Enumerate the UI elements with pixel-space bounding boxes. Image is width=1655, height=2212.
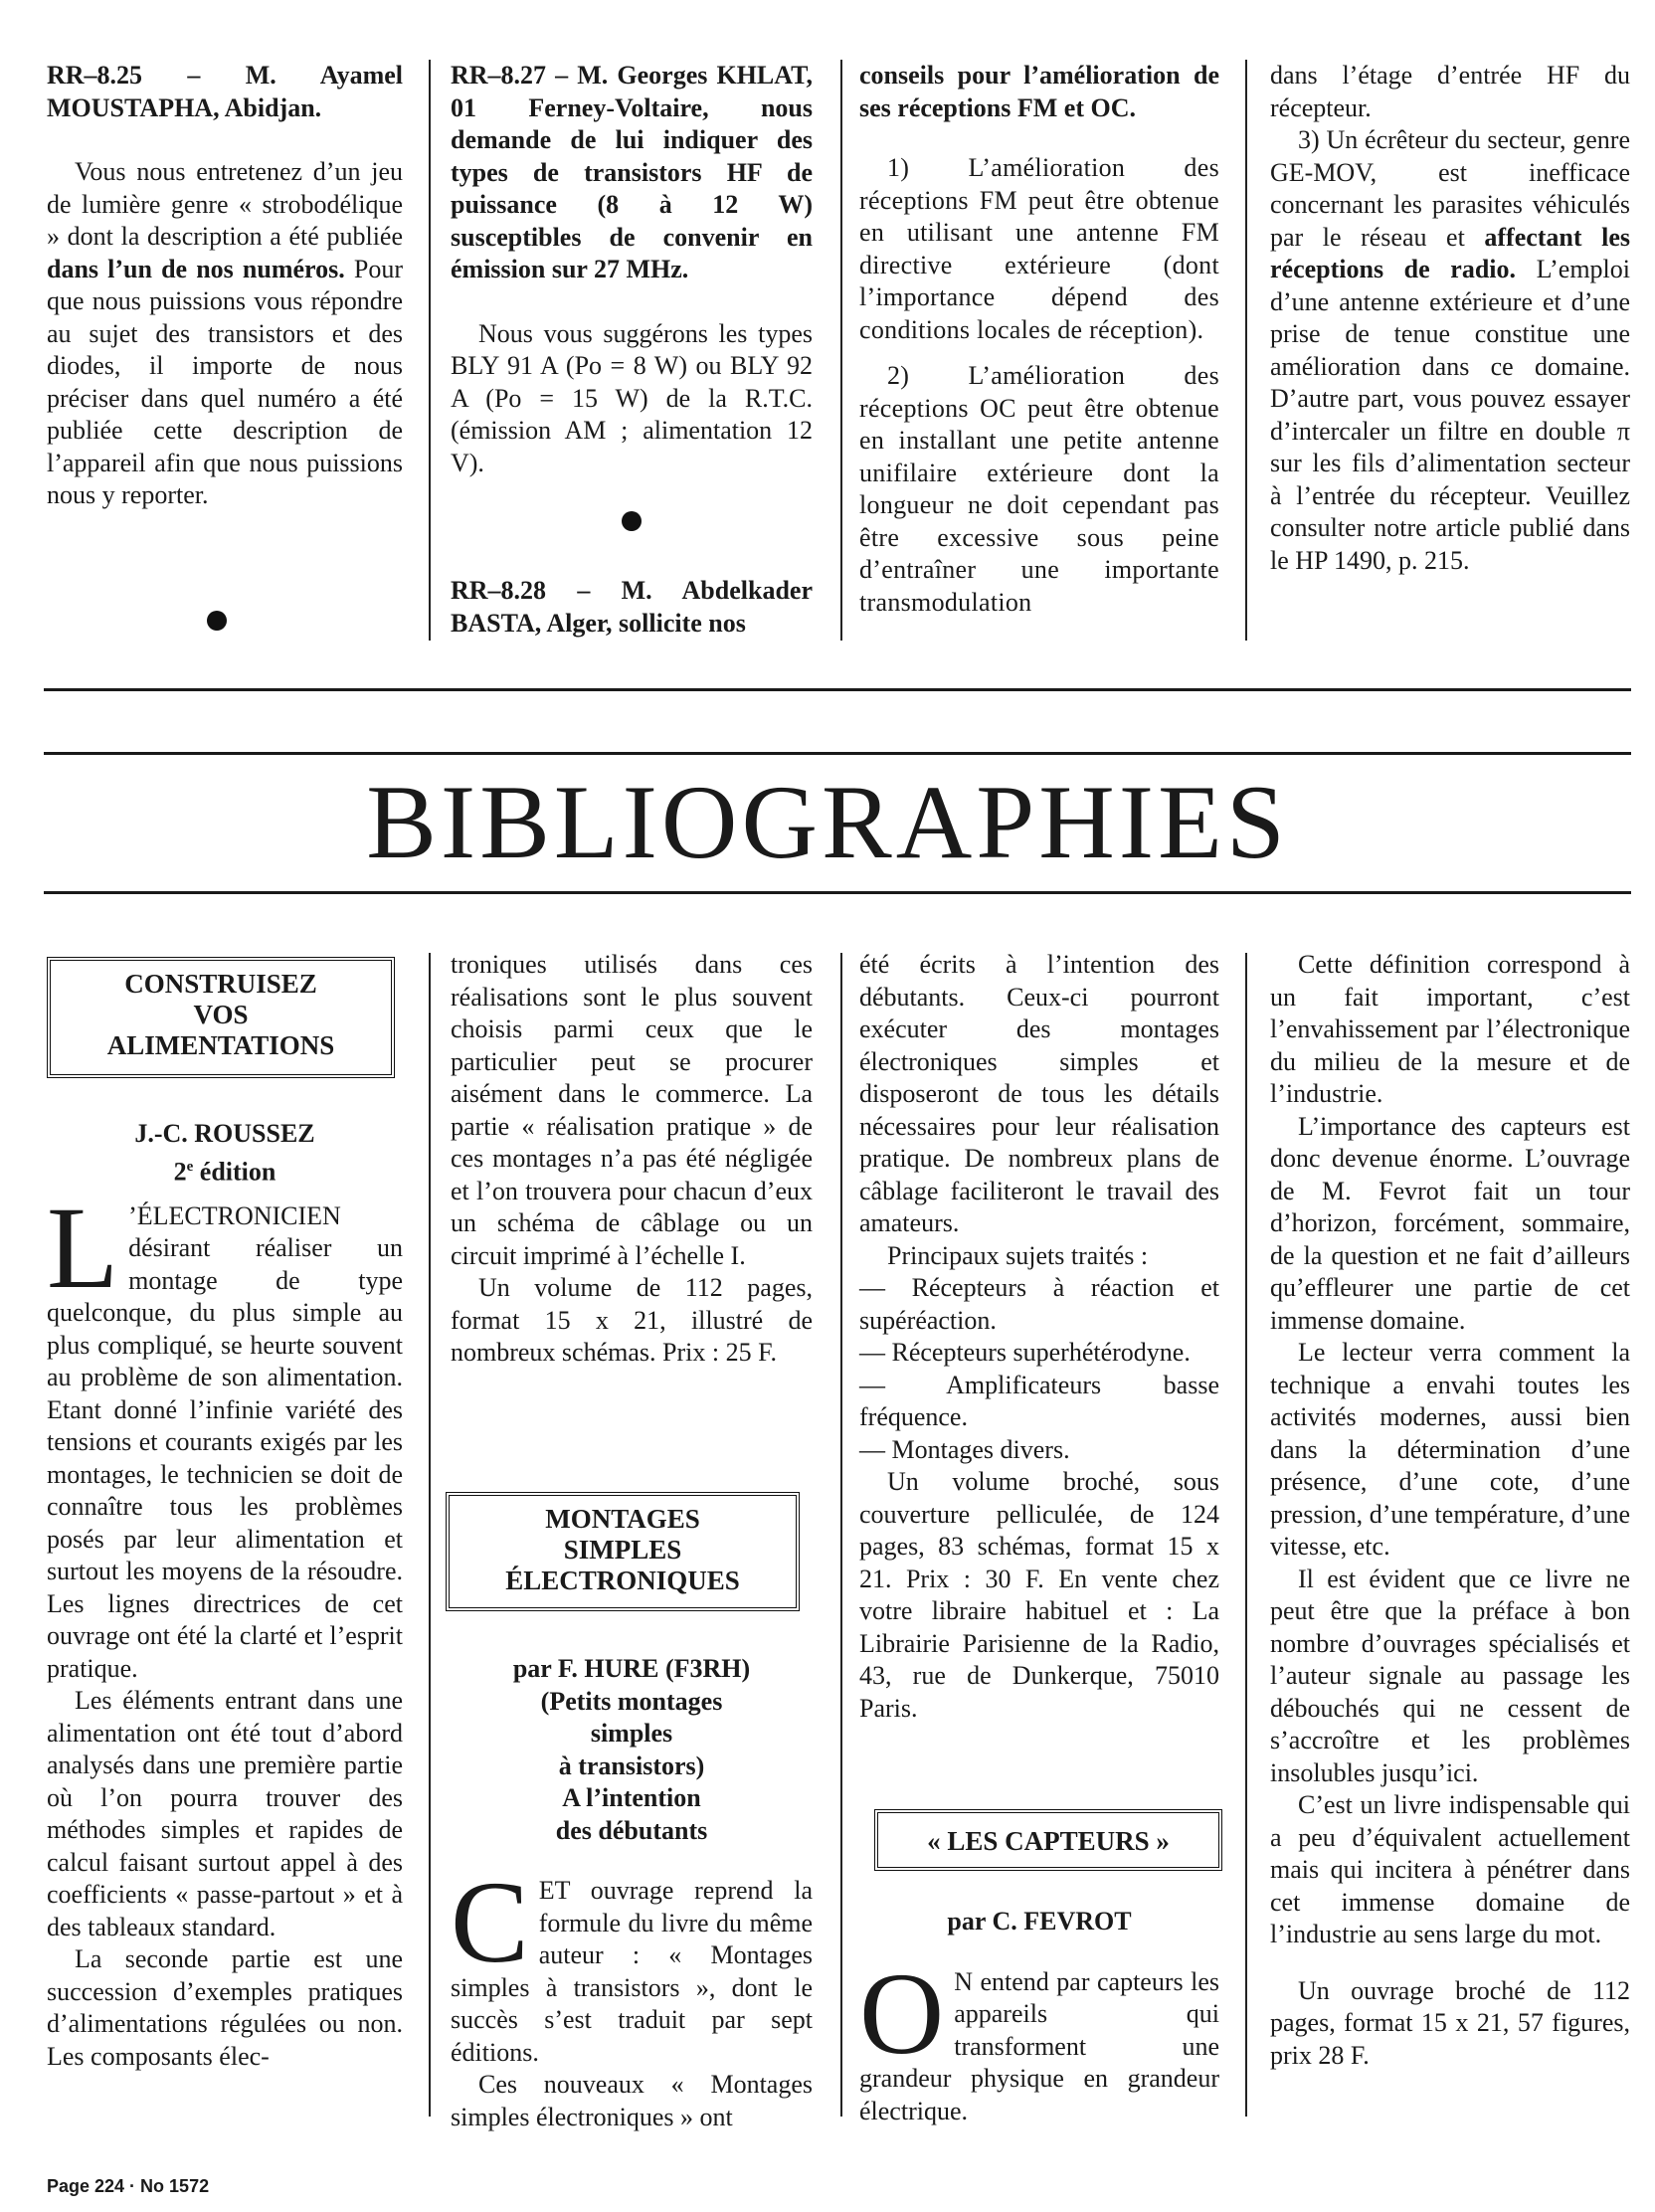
top-rule (44, 688, 1631, 691)
bottom-column-3-lower (859, 1906, 1219, 2127)
review-paragraph-3: La seconde partie est une succession d’exemples pratiques d’alimentations régulées ou non. Les composants élec- (47, 1944, 403, 2071)
review-paragraph: Cette définition correspond à un fait important, c’est l’envahissement par l’électronique du milieu de la mesure et de l’industrie. (1270, 950, 1630, 1108)
topic-item: — Amplificateurs basse fréquence. (859, 1370, 1219, 1431)
edition-label: 2e édition (173, 1157, 276, 1187)
review-paragraph: Il est évident que ce livre ne peut être que la préface à bon nombre d’ouvrages spécialisés et l’auteur signale au passage les débouchés qui ne cessent de s’accroître et les problèmes insolubles jusqu’ici. (1270, 1564, 1630, 1787)
letter-reply-rr-8-27: Nous vous suggérons les types BLY 91 A (Po = 8 W) ou BLY 92 A (Po = 15 W) de la R.T.C. (émission AM ; alimentation 12 V). (451, 318, 813, 477)
bottom-column-2 (451, 949, 813, 1370)
top-column-3 (859, 60, 1219, 619)
top-column-2 (451, 60, 813, 479)
top-column-4 (1270, 60, 1630, 577)
letter-reply-rr-8-25: Vous nous entretenez d’un jeu de lumière genre « strobodélique » dont la description a été publiée dans l’un de nos numéros. Pour que nous puissions vous répondre au sujet des transistors et des diodes, il importe de nous préciser dans quel numéro a été publiée cette description de l’appareil afin que nous puissions nous y reporter. (47, 157, 403, 509)
review-paragraph-1: L ’ÉLECTRONICIEN désirant réaliser un montage de type quelconque, du plus simple au plus compliqué, se heurte souvent au problème de son alimentation. Etant donné l’infinie variété des tensions et courants exigés par les montages, le technicien se doit de connaître tous les problèmes posés par leur alimentation et surtout les moyens de la résoudre. Les lignes directrices de cet ouvrage ont été la clarté et l’esprit pratique. (47, 1182, 403, 1683)
review-paragraph-1: O N entend par capteurs les appareils qui transforment une grandeur physique en grandeur électrique. (859, 1947, 1219, 2125)
review-paragraph-1: CET ouvrage reprend la formule du livre du même auteur : « Montages simples à transistors », dont le succès s’est traduit par sept éditions. (451, 1857, 813, 2067)
top-column-1 (47, 60, 403, 512)
review-paragraph-continued: troniques utilisés dans ces réalisations sont le plus souvent choisis parmi ceux que le particulier peut se procurer aisément dans le commerce. La partie « réalisation pratique » de ces montages n’a pas été négligée et l’on trouvera pour chacun d’eux un schéma de câblage ou un circuit imprimé à l’échelle I. (451, 950, 813, 1270)
subtitle: A l’intention (562, 1783, 701, 1812)
book-details: Un volume broché, sous couverture pelliculée, de 124 pages, 83 schémas, format 15 x 21. Prix : 30 F. En vente chez votre libraire habituel et : La Librairie Parisienne de la Radio, 43, rue de Dunkerque, 75010 Paris. (859, 1467, 1219, 1723)
title-rule-upper (44, 752, 1631, 755)
topic-item: — Montages divers. (859, 1434, 1070, 1464)
section-title: BIBLIOGRAPHIES (366, 764, 1289, 880)
subtitle: des débutants (555, 1815, 708, 1845)
column-divider (1245, 60, 1247, 641)
column-divider (840, 953, 842, 2117)
byline: par C. FEVROT (947, 1907, 1132, 1936)
topic-item: — Récepteurs superhétérodyne. (859, 1338, 1191, 1367)
review-paragraph-continued: été écrits à l’intention des débutants. Ceux-ci pourront exécuter des montages électroniques simples et disposeront de tous les détails nécessaires pour leur réalisation pratique. De nombreux plans de câblage faciliteront le travail des amateurs. (859, 950, 1219, 1237)
review-paragraph: C’est un livre indispensable qui a peu d’équivalent actuellement mais qui incitera à pénétrer dans cet immense domaine de l’industrie au sens large du mot. (1270, 1790, 1630, 1948)
book-details: Un ouvrage broché de 112 pages, format 15 x 21, 57 figures, prix 28 F. (1270, 1975, 1630, 2070)
separator-bullet (622, 511, 642, 531)
topic-item: — Récepteurs à réaction et supéréaction. (859, 1273, 1219, 1335)
drop-cap-o: O (859, 1947, 945, 2079)
separator-bullet (207, 611, 227, 631)
byline: par F. HURE (F3RH) (512, 1654, 751, 1683)
subtitle: simples (590, 1719, 673, 1748)
drop-cap-c: C (451, 1857, 529, 1987)
subtitle: à transistors) (558, 1751, 705, 1780)
review-paragraph-2: Ces nouveaux « Montages simples électroniques » ont (451, 2070, 813, 2131)
column-divider (840, 60, 842, 641)
drop-cap-l: L (47, 1182, 119, 1313)
author-name: J.-C. ROUSSEZ (134, 1119, 315, 1148)
book-details: Un volume de 112 pages, format 15 x 21, illustré de nombreux schémas. Prix : 25 F. (451, 1273, 813, 1367)
bottom-column-4 (1270, 949, 1630, 2072)
book-title-box-montages: MONTAGES SIMPLES ÉLECTRONIQUES (446, 1492, 800, 1611)
bottom-column-1 (47, 1118, 403, 2073)
letter-heading-rr-8-25: RR–8.25 – M. Ayamel MOUSTAPHA, Abidjan. (47, 61, 403, 122)
letter-heading-continued: conseils pour l’amélioration de ses réceptions FM et OC. (859, 61, 1219, 122)
topics-intro: Principaux sujets traités : (887, 1240, 1149, 1270)
letter-heading-rr-8-28: RR–8.28 – M. Abdelkader BASTA, Alger, sollicite nos (451, 576, 813, 638)
column-divider (1245, 953, 1247, 2117)
page-footer: Page 224 · No 1572 (47, 2176, 210, 2196)
subtitle: (Petits montages (540, 1686, 723, 1716)
book-title-box-capteurs: « LES CAPTEURS » (874, 1809, 1222, 1871)
reply-point-1: 1) L’amélioration des réceptions FM peut être obtenue en utilisant une antenne FM directive extérieure (dont l’importance dépend des conditions locales de réception). (859, 153, 1219, 344)
reply-point-1-continued: dans l’étage d’entrée HF du récepteur. (1270, 61, 1630, 122)
review-paragraph: Le lecteur verra comment la technique a envahi toutes les activités modernes, aussi bien dans la détermination d’une présence, d’une cote, d’une pression, d’une température, d’une vitesse, etc. (1270, 1338, 1630, 1561)
review-paragraph-2: Les éléments entrant dans une alimentation ont été tout d’abord analysés dans une première partie où l’on pourra trouver des méthodes simples et rapides de calcul faisant surtout appel à des coefficients « passe-partout » et à des tableaux standard. (47, 1686, 403, 1941)
letter-heading-rr-8-27: RR–8.27 – M. Georges KHLAT, 01 Ferney-Voltaire, nous demande de lui indiquer des types de transistors HF de puissance (8 à 12 W) susceptibles de convenir en émission sur 27 MHz. (451, 61, 813, 283)
review-paragraph: L’importance des capteurs est donc devenue énorme. L’ouvrage de M. Fevrot fait un tour d’horizon, forcément, sommaire, de la question et ne fait d’ailleurs qu’effleurer une partie de cet immense domaine. (1270, 1111, 1630, 1335)
book-title-box-alimentations: CONSTRUISEZ VOS ALIMENTATIONS (47, 957, 395, 1078)
column-divider (429, 60, 431, 641)
reply-point-2: 2) L’amélioration des réceptions OC peut être obtenue en installant une petite antenne unifilaire extérieure dont la longueur ne doit cependant pas être excessive sous peine d’entraîner une importante transmodulation (859, 361, 1219, 617)
reply-point-3: 3) Un écrêteur du secteur, genre GE-MOV, est inefficace concernant les parasites véhiculés par le réseau et affectant les réceptions de radio. L’emploi d’une antenne extérieure et d’une prise de tenue constitue une amélioration dans ce domaine. D’autre part, vous pouvez essayer d’intercaler un filtre en double π sur les fils d’alimentation secteur à l’entrée du récepteur. Veuillez consulter notre article publié dans le HP 1490, p. 215. (1270, 125, 1630, 575)
title-rule-lower (44, 891, 1631, 894)
top-column-2-bottom (451, 575, 813, 640)
bottom-column-2-lower (451, 1653, 813, 2133)
bottom-column-3 (859, 949, 1219, 1725)
column-divider (429, 953, 431, 2117)
